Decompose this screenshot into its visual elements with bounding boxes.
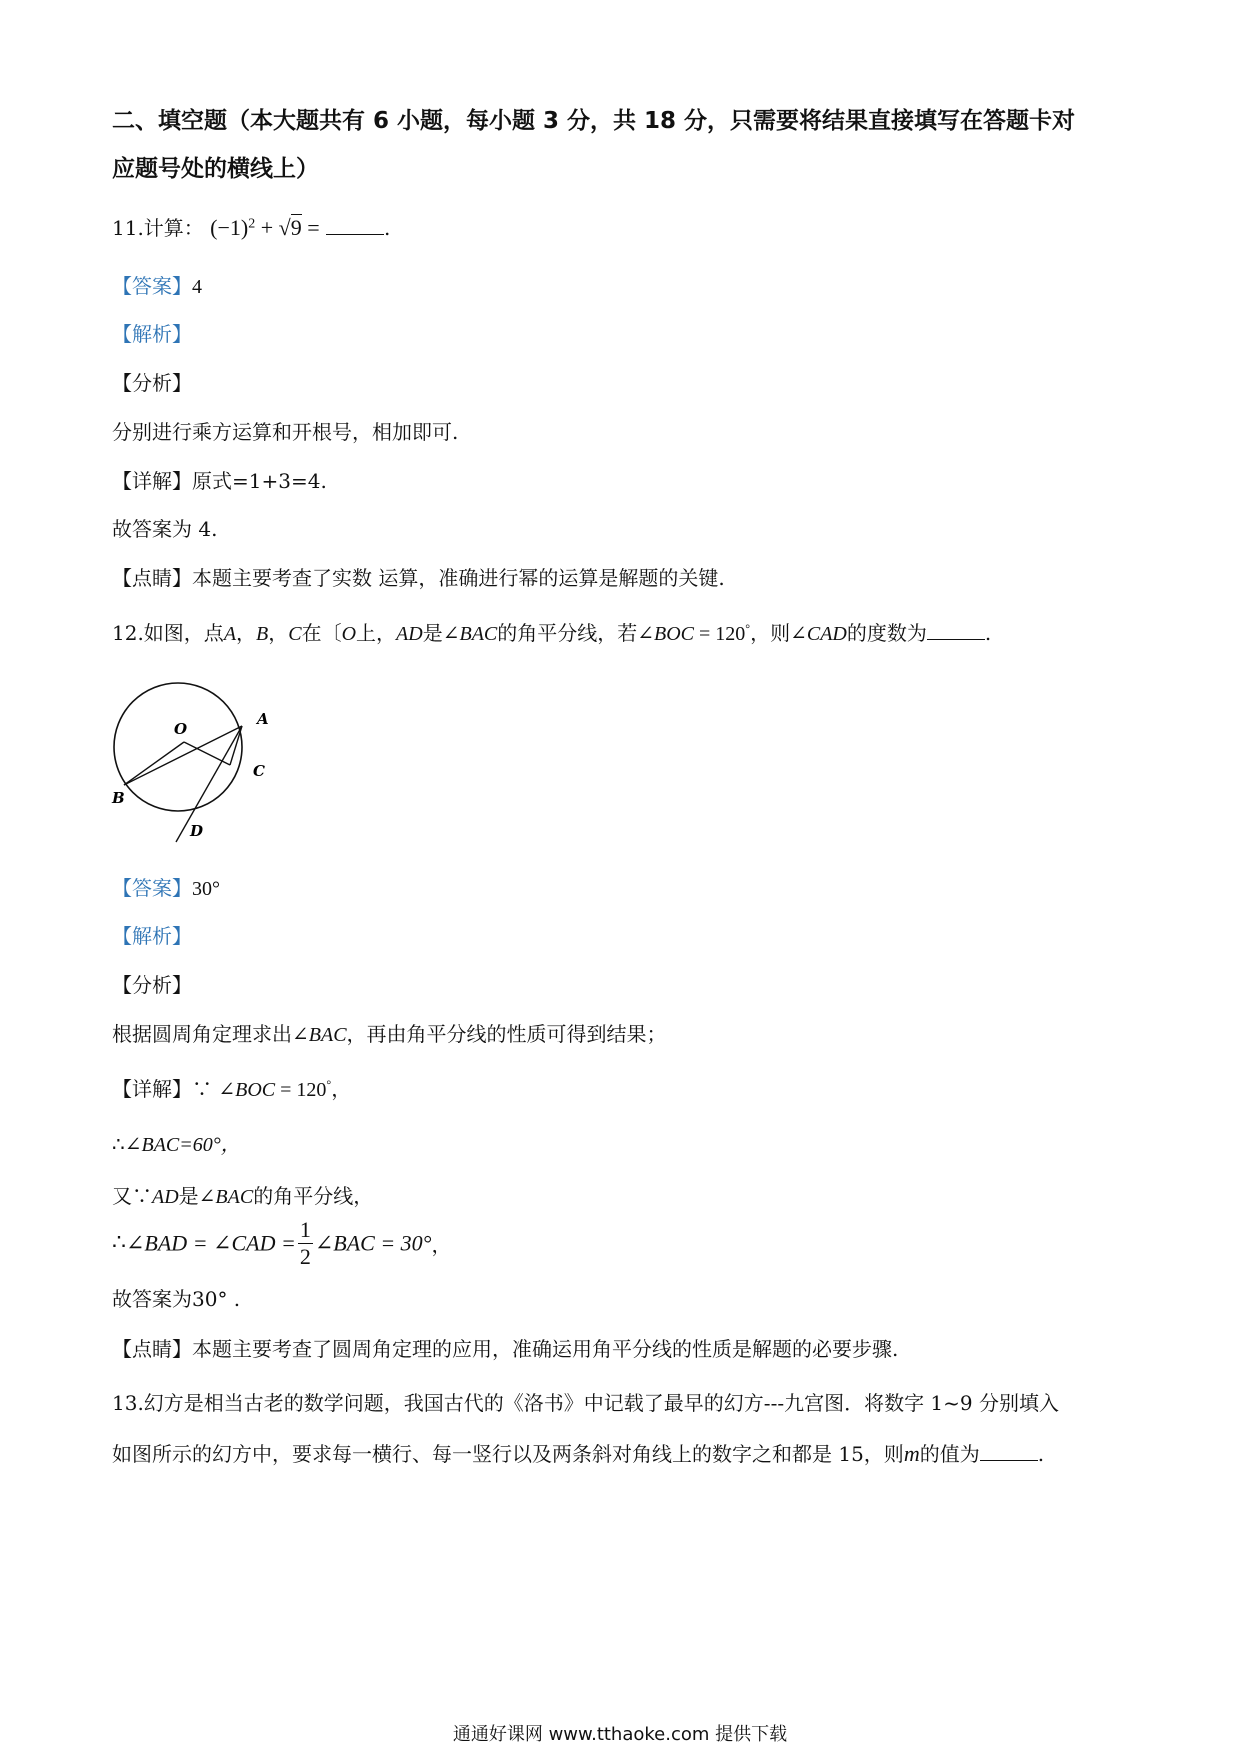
step2-expr: ∠BAC=60°， — [124, 1134, 241, 1156]
comma: ， — [331, 1077, 352, 1101]
fenxi-label: 【分析】 — [112, 371, 192, 395]
answer-blank — [980, 1442, 1038, 1461]
q11-expr-a: (−1) — [210, 215, 249, 240]
q11-comment-text: 本题主要考查了实数 运算，准确进行幂的运算是解题的关键. — [192, 566, 725, 590]
step3-prefix: 又∵ — [112, 1184, 152, 1208]
q12-comment — [112, 1333, 898, 1362]
step4-expr-a: ∠BAD = ∠CAD = — [126, 1230, 296, 1256]
q11-end: . — [384, 216, 391, 240]
fraction-numerator: 1 — [299, 1217, 311, 1242]
circle-figure — [110, 670, 280, 855]
q11-equals: = — [301, 215, 320, 240]
q12-answer-value: 30° — [192, 878, 220, 900]
degree-sign: ° — [326, 1077, 332, 1092]
fenxi-label: 【分析】 — [112, 973, 192, 997]
footer: 通通好课网 www.tthaoke.com 提供下载 — [452, 1724, 788, 1745]
fraction-one-half — [298, 1217, 313, 1270]
therefore-symbol: ∴ — [112, 1230, 126, 1256]
angle-cad: ∠CAD — [790, 623, 847, 645]
segment-ad: AD — [396, 623, 423, 645]
angle-bac: ∠BAC — [198, 1186, 254, 1208]
q12-text-2: 在 — [301, 621, 322, 645]
answer-blank — [927, 621, 985, 640]
q13-line2 — [112, 1438, 1044, 1467]
jiexi-label: 【解析】 — [112, 924, 192, 948]
label-b: B — [112, 789, 125, 807]
q11-conclusion: 故答案为 4. — [112, 517, 218, 541]
jiexi-label: 【解析】 — [112, 322, 192, 346]
dianjing-label: 【点睛】 — [112, 566, 192, 590]
q11-detail-text: 原式=1+3=4. — [192, 469, 327, 493]
q12-text-6: ，则 — [750, 621, 791, 645]
q12-step2 — [112, 1128, 241, 1157]
xiangjie-label: 【详解】 — [112, 469, 192, 493]
analysis-text-a: 根据圆周角定理求出 — [112, 1022, 292, 1046]
step3-end: 的角平分线， — [253, 1184, 374, 1208]
segment-bo — [124, 742, 184, 785]
point-c: C — [288, 623, 302, 645]
q11-detail — [112, 465, 327, 494]
q12-text-3: 上， — [356, 621, 397, 645]
q11-analysis: 分别进行乘方运算和开根号，相加即可. — [112, 420, 459, 444]
angle-bac: ∠BAC — [292, 1024, 347, 1046]
q11-comment — [112, 562, 725, 591]
comma: ， — [431, 1233, 452, 1257]
q12-analysis — [112, 1018, 667, 1047]
value-120: = 120 — [694, 623, 746, 645]
angle-boc: ∠BOC — [637, 623, 695, 645]
q12-step3 — [112, 1180, 373, 1209]
q11-answer — [112, 270, 202, 299]
q12-text-5: 的角平分线，若 — [497, 621, 638, 645]
label-d: D — [190, 822, 204, 840]
q13-text-a: 如图所示的幻方中，要求每一横行、每一竖行以及两条斜对角线上的数字之和都是 15，则 — [112, 1442, 904, 1466]
answer-label: 【答案】 — [112, 876, 192, 900]
q11-sqrt-arg: 9 — [290, 215, 302, 240]
angle-boc: ∠BOC — [218, 1079, 276, 1101]
q11-plus: + — [255, 215, 279, 240]
analysis-text-b: ，再由角平分线的性质可得到结果； — [346, 1022, 667, 1046]
because-symbol: ∵ — [192, 1077, 212, 1101]
q13-text-b: 的值为 — [919, 1442, 980, 1466]
angle-bac: ∠BAC — [442, 623, 498, 645]
q11-prefix: 11.计算： — [112, 216, 204, 240]
sep-2: ， — [268, 621, 289, 645]
q13-line1: 13.幻方是相当古老的数学问题，我国古代的《洛书》中记载了最早的幻方---九宫图．将数字 1~9 分别填入 — [112, 1391, 1060, 1415]
step4-expr-b: ∠BAC = 30° — [314, 1230, 432, 1256]
value-120: = 120 — [275, 1079, 327, 1101]
q12-answer — [112, 872, 220, 901]
segment-oc — [184, 742, 230, 765]
dianjing-label: 【点睛】 — [112, 1337, 192, 1361]
q12-text-4: 是 — [422, 621, 443, 645]
therefore-symbol: ∴ — [112, 1132, 125, 1156]
degree-sign: ° — [745, 621, 751, 636]
q13-end: . — [1037, 1442, 1045, 1466]
fraction-denominator: 2 — [299, 1244, 311, 1269]
q11-question — [112, 212, 390, 241]
answer-blank — [326, 216, 384, 235]
q12-comment-text: 本题主要考查了圆周角定理的应用，准确运用角平分线的性质是解题的必要步骤. — [192, 1337, 899, 1361]
q12-detail — [112, 1073, 351, 1102]
label-c: C — [253, 762, 265, 780]
variable-m: m — [903, 1441, 920, 1466]
q12-end: . — [984, 621, 992, 645]
circle-symbol: 〔 — [321, 621, 342, 645]
q11-answer-value: 4 — [192, 276, 202, 298]
sqrt-icon: √ — [278, 215, 291, 240]
q12-text-1: 12.如图，点 — [112, 621, 224, 645]
q12-text-7: 的度数为 — [846, 621, 927, 645]
xiangjie-label: 【详解】 — [112, 1077, 192, 1101]
point-b: B — [256, 623, 269, 645]
label-a: A — [257, 710, 269, 728]
q11-exponent: 2 — [248, 216, 256, 232]
section-heading-line1: 二、填空题（本大题共有 6 小题，每小题 3 分，共 18 分，只需要将结果直接填写在答题卡对 — [112, 108, 1076, 134]
answer-label: 【答案】 — [112, 274, 192, 298]
q12-step4 — [112, 1217, 451, 1270]
segment-ad: AD — [152, 1186, 179, 1208]
q12-question — [112, 617, 991, 646]
section-heading-line2: 应题号处的横线上） — [112, 156, 319, 182]
point-a: A — [223, 623, 237, 645]
point-o: O — [341, 623, 357, 645]
q12-conclusion: 故答案为30° . — [112, 1287, 241, 1311]
step3-mid: 是 — [178, 1184, 199, 1208]
sep-1: ， — [236, 621, 257, 645]
label-o: O — [174, 720, 188, 738]
